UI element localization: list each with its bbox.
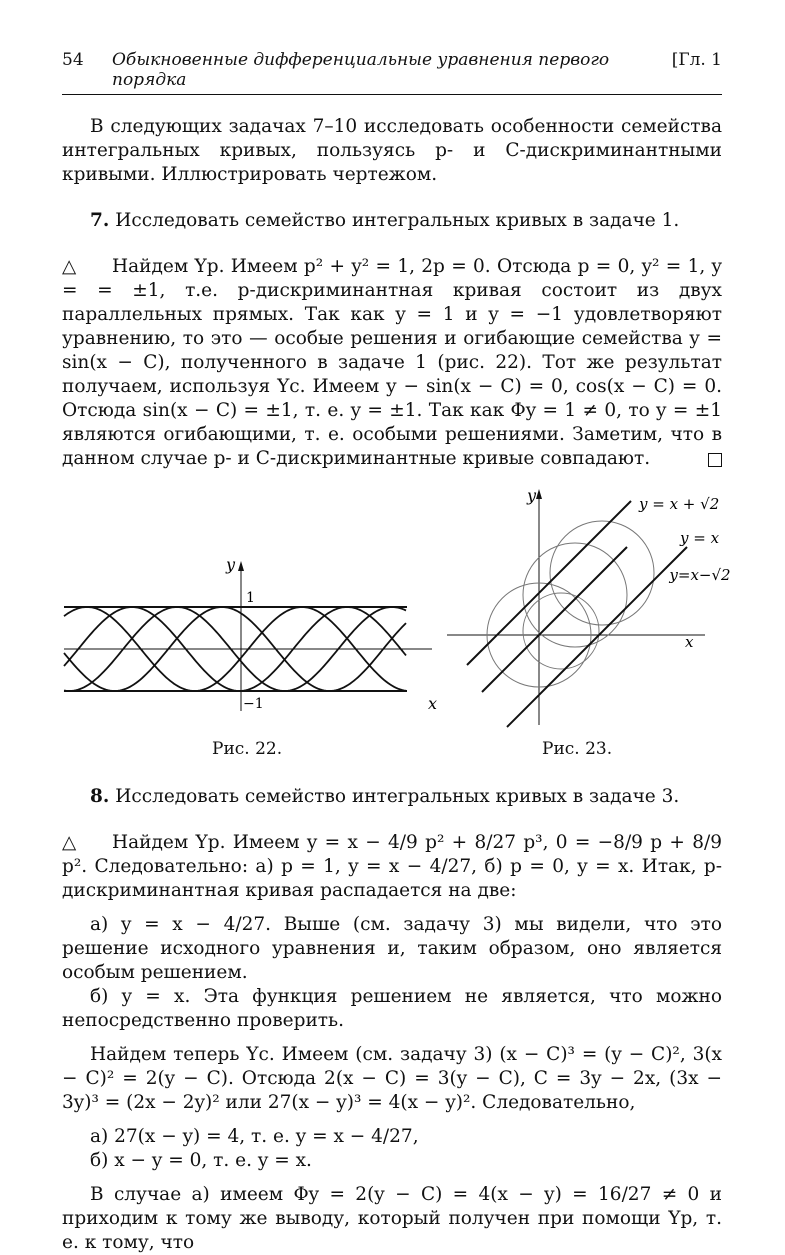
fig22-tick-minus1: −1 [243,696,264,712]
problem-8-final-paragraph: В случае а) имеем Φy = 2(y − C) = 4(x − y) = 16/27 ≠ 0 и приходим к тому же выводу, который получен при помощи Yp, т. е. к тому, что [62,1184,722,1253]
fig23-label-lower: y=x−√2 [669,566,731,584]
problem-8-yc-paragraph: Найдем теперь Yc. Имеем (см. задачу 3) (x − C)³ = (y − C)², 3(x − C)² = 2(y − C). Отсюда 2(x − C) = 3(y − C), C = 3y − 2x, (3x − 3y)³ = (2x − 2y)² или 27(x − y)³ = 4(x − y)². Следовательно, [62,1044,722,1113]
solution-start-triangle: △ [62,832,77,853]
problem-7-solution [62,255,722,471]
problem-8-case-a: а) y = x − 4/27. Выше (см. задачу 3) мы видели, что это решение исходного уравнения и, таким образом, оно является особым решением. [62,914,722,983]
fig23-line-lower [507,547,687,727]
problem-8-solution [62,831,722,903]
problem-7-solution-text: Найдем Yp. Имеем p² + y² = 1, 2p = 0. Отсюда p = 0, y² = 1, y = = ±1, т.е. p-дискриминантная кривая состоит из двух параллельных прямых. Так как y = 1 и y = −1 удовлетворяют уравнению, то это — особые решения и огибающие семейства y = sin(x − C), полученного в задаче 1 (рис. 22). Тот же результат получаем, используя Yc. Имеем y − sin(x − C) = 0, cos(x − C) = 0. Отсюда sin(x − C) = ±1, т. е. y = ±1. Так как Φy = 1 ≠ 0, то y = ±1 являются огибающими, т. е. особыми решениями. Заметим, что в данном случае p- и C-дискриминантные кривые совпадают. [62,256,722,469]
fig23-y-label: y [527,486,537,505]
problem-8-solution-text: Найдем Yp. Имеем y = x − 4/9 p² + 8/27 p³, 0 = −8/9 p + 8/9 p². Следовательно: а) p = 1, y = x − 4/27, б) p = 0, y = x. Итак, p-дискриминантная кривая распадается на две: [62,832,722,901]
problem-8-text: Исследовать семейство интегральных кривых в задаче 3. [115,786,680,807]
running-title: Обыкновенные дифференциальные уравнения первого порядка [112,50,610,90]
problem-7-text: Исследовать семейство интегральных кривых в задаче 1. [115,210,680,231]
fig23-line-middle [482,547,627,692]
fig23-label-middle: y = x [680,529,720,547]
page-number: 54 [62,50,84,70]
page [62,50,731,1255]
problem-8-case-b: б) y = x. Эта функция решением не является, что можно непосредственно проверить. [62,986,722,1031]
fig22-x-label: x [428,694,438,713]
fig23-label-upper: y = x + √2 [639,495,720,513]
problem-8-statement [62,785,722,809]
problem-7-statement [62,209,722,233]
running-header [62,50,722,95]
problem-7-number: 7. [90,210,110,231]
fig23-y-arrow [536,489,542,499]
intro-paragraph: В следующих задачах 7–10 исследовать особенности семейства интегральных кривых, пользуясь p- и C-дискриминантными кривыми. Иллюстрировать чертежом. [62,116,722,185]
figure-23-caption: Рис. 23. [542,739,613,759]
solution-start-triangle: △ [62,256,77,277]
figure-22-caption: Рис. 22. [212,739,283,759]
chapter-label: [Гл. 1 [671,50,722,70]
fig22-y-label: y [226,555,236,574]
problem-8-number: 8. [90,786,110,807]
fig22-y-arrow [238,561,244,571]
figures-row [62,486,731,769]
problem-8-yc-case-a: а) 27(x − y) = 4, т. е. y = x − 4/27, [90,1126,419,1147]
problem-8-yc-case-b: б) x − y = 0, т. е. y = x. [90,1150,312,1171]
fig22-tick-1: 1 [246,590,255,606]
fig23-x-label: x [685,633,694,651]
figure-22 [62,489,442,739]
figure-23 [447,485,731,735]
qed-square-icon [708,453,722,467]
